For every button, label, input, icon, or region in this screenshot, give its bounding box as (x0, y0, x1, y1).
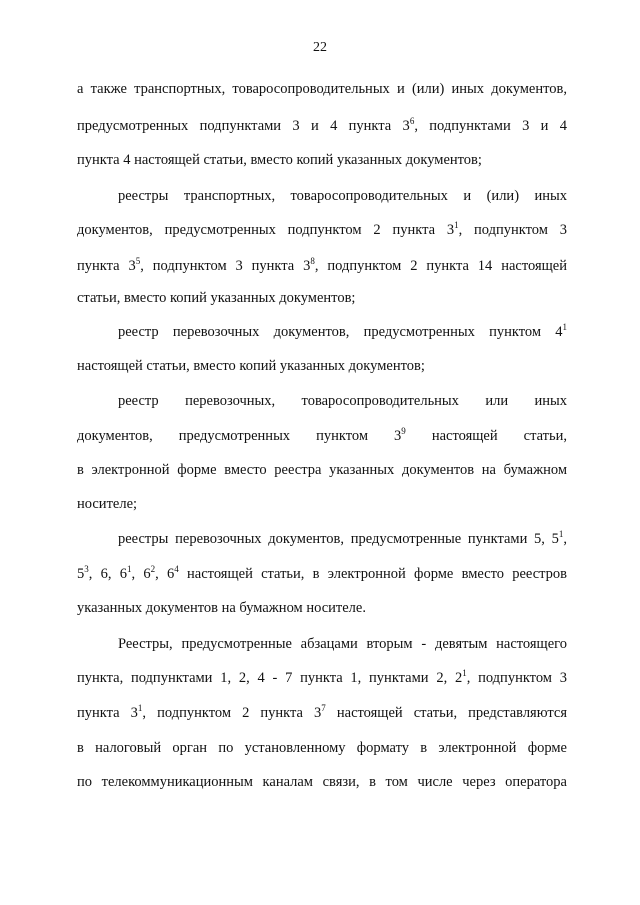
page-number: 22 (313, 40, 327, 55)
text-line: носителе; (77, 496, 138, 512)
text-line: пункта 4 настоящей статьи, вместо копий указанных документов; (77, 152, 482, 168)
text-line: пункта $3^1$, подпунктом 2 пункта $3^7$ настоящей статьи, представляются (77, 703, 567, 721)
text-line: указанных документов на бумажном носителе. (77, 600, 366, 616)
text-line: а также транспортных, товаросопроводительных и (или) иных документов, (77, 81, 567, 97)
text-line: реестр перевозочных документов, предусмотренных пунктом $4^1$ (118, 322, 567, 340)
text-line: реестр перевозочных, товаросопроводительных или иных (118, 393, 567, 409)
text-line: $5^3$, 6, $6^1$, $6^2$, $6^4$ настоящей статьи, в электронной форме вместо реестров (77, 564, 567, 582)
text-line: в налоговый орган по установленному формату в электронной форме (77, 740, 567, 756)
text-line: пункта $3^5$, подпунктом 3 пункта $3^8$, подпунктом 2 пункта 14 настоящей (77, 256, 567, 274)
text-line: документов, предусмотренных пунктом $3^9$ настоящей статьи, (77, 426, 567, 444)
text-line: по телекоммуникационным каналам связи, в том числе через оператора (77, 774, 567, 790)
text-line: статьи, вместо копий указанных документов; (77, 290, 356, 306)
text-line: документов, предусмотренных подпунктом 2 пункта $3^1$, подпунктом 3 (77, 220, 567, 238)
text-line: пункта, подпунктами 1, 2, 4 - 7 пункта 1, пунктами 2, $2^1$, подпунктом 3 (77, 668, 567, 686)
text-line: Реестры, предусмотренные абзацами вторым - девятым настоящего (118, 636, 567, 652)
text-line: реестры перевозочных документов, предусмотренные пунктами 5, $5^1$, (118, 529, 567, 547)
text-line: настоящей статьи, вместо копий указанных документов; (77, 358, 425, 374)
text-line: в электронной форме вместо реестра указанных документов на бумажном (77, 462, 567, 478)
text-line: реестры транспортных, товаросопроводительных и (или) иных (118, 188, 567, 204)
text-line: предусмотренных подпунктами 3 и 4 пункта $3^6$, подпунктами 3 и 4 (77, 116, 567, 134)
